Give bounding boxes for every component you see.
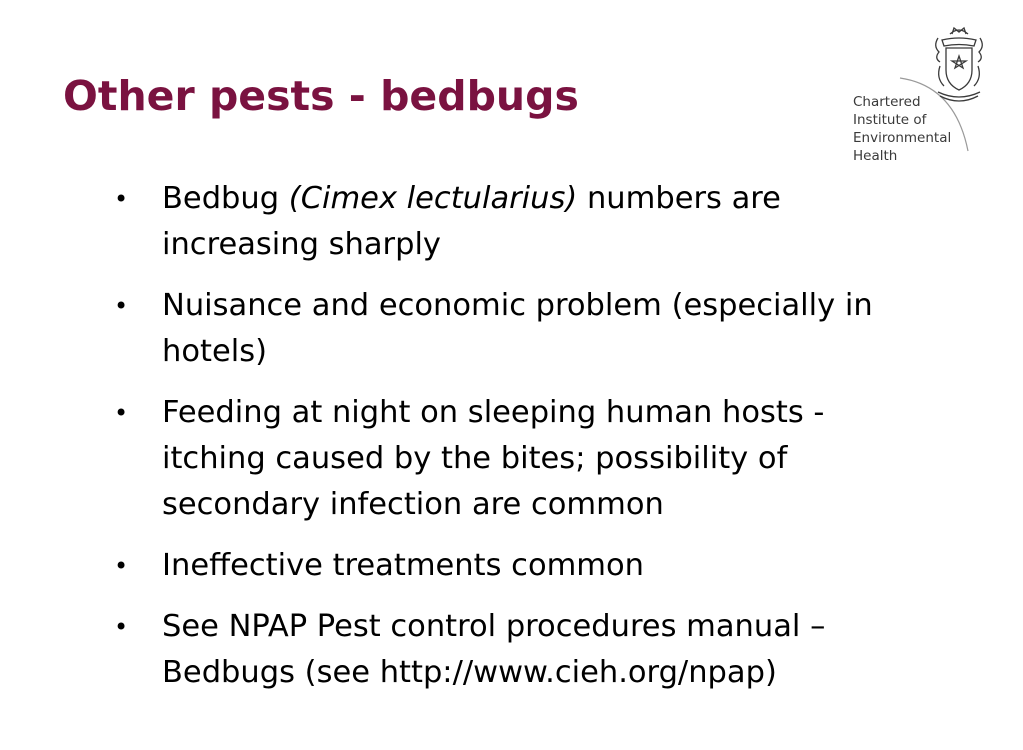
bullet-item (0, 176, 1000, 268)
logo-line: Environmental (853, 130, 952, 146)
bullet-line (162, 329, 1000, 375)
bullet-line (162, 482, 1000, 528)
logo-line: Chartered (853, 94, 921, 110)
cieh-logo (850, 26, 1000, 166)
bullet-dot-icon: • (114, 552, 129, 580)
logo-wordmark (853, 93, 951, 165)
logo-line: Health (853, 148, 898, 164)
bullet-text: See NPAP Pest control procedures manual – (162, 609, 826, 644)
bullet-line (162, 222, 1000, 268)
bullet-text: Ineffective treatments common (162, 548, 645, 583)
bullet-line (162, 176, 1000, 222)
bullet-dot-icon: • (114, 399, 129, 427)
bullet-text: Bedbugs (see http://www.cieh.org/npap) (162, 655, 777, 690)
bullet-line (162, 604, 1000, 650)
bullet-line (162, 436, 1000, 482)
logo-line: Institute of (853, 112, 927, 128)
bullet-text: Nuisance and economic problem (especially in (162, 288, 873, 323)
bullet-dot-icon: • (114, 613, 129, 641)
bullet-item (0, 283, 1000, 375)
bullet-text: increasing sharply (162, 227, 441, 262)
bullet-text: Feeding at night on sleeping human hosts - (162, 395, 825, 430)
bullet-text: hotels) (162, 334, 267, 369)
bullet-text: itching caused by the bites; possibility of (162, 441, 788, 476)
bullet-dot-icon: • (114, 292, 129, 320)
bullet-item (0, 604, 1000, 696)
bullet-line (162, 543, 1000, 589)
bullet-text: secondary infection are common (162, 487, 664, 522)
bullet-line (162, 650, 1000, 696)
bullet-line (162, 283, 1000, 329)
bullet-list (0, 176, 1000, 711)
slide-title: Other pests - bedbugs (63, 72, 579, 120)
bullet-text-italic: (Cimex lectularius) (288, 181, 578, 216)
bullet-item (0, 543, 1000, 589)
bullet-text: Bedbug (162, 181, 289, 216)
bullet-item (0, 390, 1000, 528)
bullet-dot-icon: • (114, 185, 129, 213)
bullet-line (162, 390, 1000, 436)
bullet-text: numbers are (577, 181, 781, 216)
